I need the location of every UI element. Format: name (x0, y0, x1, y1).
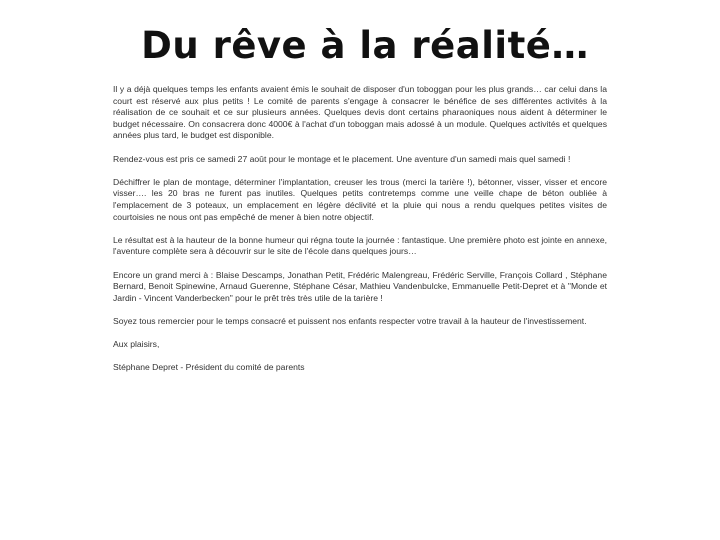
paragraph-thanks: Encore un grand merci à : Blaise Descamps, Jonathan Petit, Frédéric Malengreau, Frédéric Serville, François Collard , Stéphane Bernard, Benoit Spinewine, Arnaud Guerenne, Stéphane César, Mathieu Vandenbulcke, Emmanuelle Petit-Depret et à "Monde et Jardin - Vincent Vanderbecken" pour le prêt très très utile de la tarière ! (113, 269, 607, 303)
paragraph-rendezvous: Rendez-vous est pris ce samedi 27 août pour le montage et le placement. Une aventure d'un samedi mais quel samedi ! (113, 153, 571, 164)
paragraph-assembly: Déchiffrer le plan de montage, déterminer l'implantation, creuser les trous (merci la tarière !), bétonner, visser, visser et encore visser…. les 20 bras ne furent pas inutiles. Quelques petits contretemps comme une veille chape de béton oubliée à l'emplacement de 3 poteaux, un emplacement en légère déclivité et la pluie qui nous a rendu quelques petites visites de courtoisies ne nous ont pas empêché de mener à bien notre objectif. (113, 176, 607, 222)
paragraph-toboggan-project: Il y a déjà quelques temps les enfants avaient émis le souhait de disposer d'un toboggan pour les plus grands… car celui dans la court est réservé aux plus petits ! Le comité de parents s'engage à consacrer le bénéfice de ses différentes activités à la réalisation de ce souhait et ce sur plusieurs années. Quelques devis dont certains pharaoniques nous aident à déterminer le budget nécessaire. On consacrera donc 4000€ à l'achat d'un toboggan mais adossé à un module. Quelques activités et quelques années plus tard, le budget est disponible. (113, 84, 607, 141)
paragraph-signature: Stéphane Depret - Président du comité de parents (113, 362, 305, 373)
paragraph-farewell: Aux plaisirs, (113, 339, 160, 350)
paragraph-gratitude: Soyez tous remercier pour le temps consacré et puissent nos enfants respecter votre travail à la hauteur de l'investissement. (113, 315, 587, 326)
paragraph-result: Le résultat est à la hauteur de la bonne humeur qui régna toute la journée : fantastique. Une première photo est jointe en annexe, l'aventure complète sera à découvrir sur le site de l'école dans quelques jours… (113, 234, 607, 257)
slide-body-text (113, 84, 607, 385)
slide-title: Du rêve à la réalité… (141, 24, 589, 67)
